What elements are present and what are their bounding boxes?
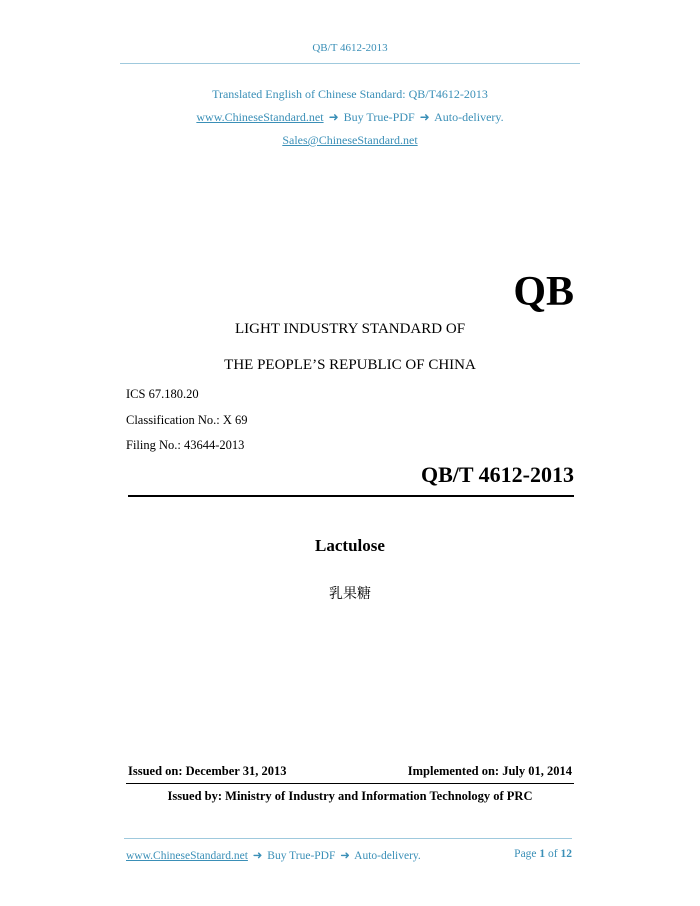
banner-site-link[interactable]: www.ChineseStandard.net	[196, 110, 324, 124]
page-total: 12	[560, 848, 572, 860]
page-label: Page	[514, 848, 537, 860]
banner-translation-line: Translated English of Chinese Standard: QB/T4612-2013	[212, 87, 488, 101]
banner-delivery-text: Auto-delivery.	[434, 110, 504, 124]
dates-divider	[126, 783, 574, 784]
arrow-right-icon: ➜	[340, 850, 350, 862]
page-indicator	[514, 848, 572, 860]
arrow-right-icon: ➜	[419, 110, 430, 124]
footer-delivery-text: Auto-delivery.	[354, 850, 421, 862]
page-current: 1	[539, 848, 546, 860]
ics-code: ICS 67.180.20	[126, 387, 199, 401]
banner-email-link[interactable]: Sales@ChineseStandard.net	[282, 133, 418, 147]
filing-number: Filing No.: 43644-2013	[126, 438, 245, 452]
classification-number: Classification No.: X 69	[126, 413, 248, 427]
banner-buy-text: Buy True-PDF	[343, 110, 415, 124]
arrow-right-icon: ➜	[252, 850, 263, 862]
page-of-label: of	[548, 848, 558, 860]
standard-name-english: Lactulose	[315, 536, 385, 555]
standard-name-chinese: 乳果糖	[329, 586, 371, 602]
standard-mark: QB	[513, 269, 574, 315]
footer-divider	[124, 838, 572, 839]
footer-site-link[interactable]: www.ChineseStandard.net	[126, 850, 248, 862]
issuing-authority: Issued by: Ministry of Industry and Information Technology of PRC	[167, 789, 533, 803]
banner-link-line	[0, 110, 700, 125]
standard-title-line1: LIGHT INDUSTRY STANDARD OF	[234, 321, 466, 337]
footer-link-line	[126, 848, 421, 862]
header-divider	[120, 63, 580, 64]
implemented-on-date: Implemented on: July 01, 2014	[407, 764, 572, 778]
running-header: QB/T 4612-2013	[312, 42, 388, 54]
standard-number: QB/T 4612-2013	[420, 462, 574, 487]
issued-on-date: Issued on: December 31, 2013	[128, 764, 287, 778]
standard-title-line2: THE PEOPLE’S REPUBLIC OF CHINA	[224, 357, 476, 373]
footer-buy-text: Buy True-PDF	[267, 850, 336, 862]
arrow-right-icon: ➜	[328, 110, 339, 124]
title-divider	[128, 495, 574, 497]
